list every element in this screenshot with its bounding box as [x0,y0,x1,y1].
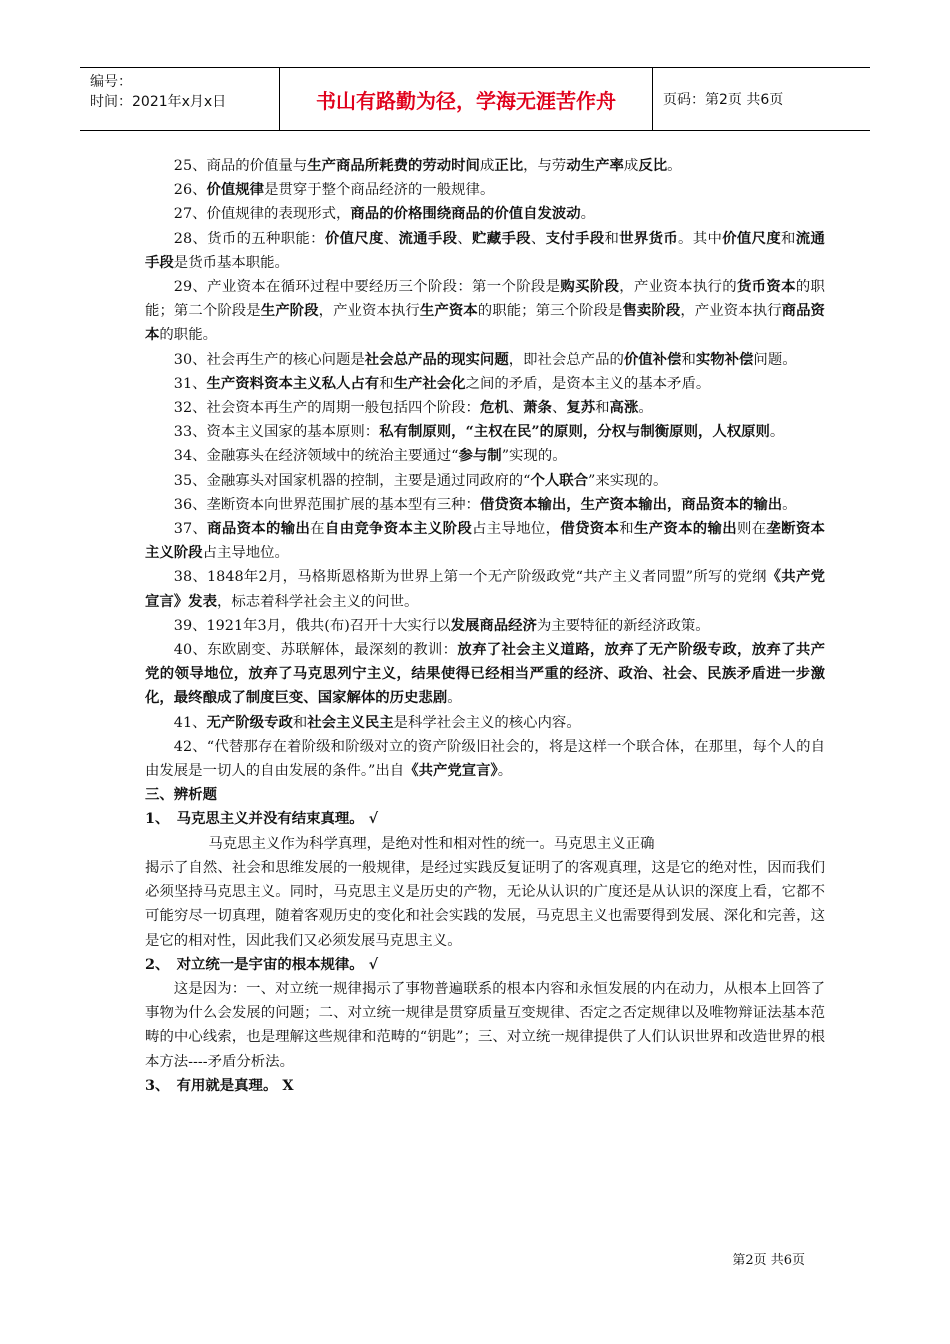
key-term: 高涨 [609,399,639,417]
item-text: 、 [457,230,473,247]
item-text: 成 [479,158,495,174]
item-text: ，与劳 [523,158,567,174]
question-1-answer [145,832,825,953]
item-text: 。 [782,496,797,513]
section-title: 三、辨析题 [145,786,217,804]
question-1-title: 1、 马克思主义并没有结束真理。 √ [145,810,379,828]
document-body [145,154,825,1098]
item-text: 34、金融寡头在经济领域中的统治主要通过“ [173,448,459,465]
key-term: 萧条 [523,399,552,417]
answer-1-first-line: 马克思主义作为科学真理，是绝对性和相对性的统一。马克思主义正确 [208,835,655,852]
item-text: ，标志着科学社会主义的问世。 [216,593,419,610]
key-term: 生产社会化 [393,374,466,392]
question-2-title: 2、 对立统一是宇宙的根本规律。 √ [145,955,379,973]
item-text: 和 [604,230,620,247]
key-term: 生产资本 [419,302,478,320]
item-text: ，即社会总产品的 [508,351,624,368]
key-term: 发展商品经济 [450,616,537,634]
item-text: 。 [667,158,682,174]
key-term: 支付手段 [545,229,605,247]
list-item [145,469,825,493]
list-item [145,348,825,372]
list-item [145,275,825,348]
header-meta [80,68,280,130]
list-item [145,638,825,711]
page-header [80,67,870,131]
key-term: 价值尺度 [722,229,782,247]
key-term: 商品的价格围绕商品的价值自发波动 [350,205,581,223]
key-term: 贮藏手段 [472,229,531,247]
item-text: 。 [497,763,513,780]
question-2-answer: 这是因为：一、对立统一规律揭示了事物普遍联系的根本内容和永恒发展的内在动力，从根本上回答了事物为什么会发展的问题；二、对立统一规律是贯穿质量互变规律、否定之否定规律以及唯物辩证法基本范畴的中心线索，也是理解这些规律和范畴的“钥匙”；三、对立统一规律提供了人们认识世界和改造世界的根本方法----矛盾分析法。 [145,980,825,1070]
item-text: 的职能；第三个阶段是 [477,303,623,320]
key-term: 价值补偿 [623,350,682,368]
list-item [145,154,825,178]
item-text: 是货币基本职能。 [173,254,289,271]
item-text: 在 [310,521,325,538]
item-text: 30、社会再生产的核心问题是 [173,351,365,368]
key-term: 流通手段 [398,229,458,247]
item-text: ”实现的。 [501,448,567,465]
key-term: 借贷资本 [560,520,620,538]
list-item [145,178,825,202]
item-text: 和 [595,400,610,417]
item-text: 32、社会资本再生产的周期一般包括四个阶段： [173,400,480,417]
list-item [145,735,825,783]
key-term: 正比 [494,157,524,174]
item-text: 占主导地位。 [202,545,289,562]
header-motto: 书山有路勤为径，学海无涯苦作舟 [280,68,653,130]
key-term: 生产资料资本主义私人占有 [206,374,380,392]
key-term: 世界货币 [619,229,679,247]
item-text: 38、1848年2月，马格斯恩格斯为世界上第一个无产阶级政党“共产主义者同盟”所写的党纲 [173,569,767,586]
item-text: 问题。 [753,351,797,368]
key-term: 私有制原则，“主权在民”的原则，分权与制衡原则，人权原则 [379,423,770,441]
list-item [145,227,825,275]
key-term: 购买阶段 [560,278,620,296]
list-item [145,444,825,468]
item-text: ，产业资本执行 [680,303,782,320]
key-term: 动生产率 [566,157,624,174]
key-term: 社会总产品的现实问题 [364,350,509,368]
item-text: 成 [623,158,639,174]
item-text: 和 [379,375,394,392]
item-text: 和 [292,714,308,731]
key-term: 生产阶段 [260,302,319,320]
item-text: 31、 [173,375,207,392]
item-text: ”来实现的。 [588,472,668,489]
item-text: 26、 [173,182,207,199]
item-text: 。其中 [678,230,723,247]
list-item [145,202,825,226]
key-term: 商品资本 [145,302,825,344]
item-text: 。 [580,206,596,223]
key-term: 商品资本的输出 [207,520,311,538]
key-term: 生产资本的输出 [633,520,737,538]
key-term: 复苏 [566,399,596,417]
key-term: 借贷资本输出，生产资本输出，商品资本的输出 [479,495,783,513]
header-page-number: 页码：第2页 共6页 [663,92,784,108]
item-text: 、 [508,400,524,417]
item-text: 的职能；第二个阶段是 [145,279,825,320]
item-text: 40、东欧剧变、苏联解体，最深刻的教训： [173,642,458,659]
item-text: 之间的矛盾，是资本主义的基本矛盾。 [465,375,711,392]
answer-1-body: 揭示了自然、社会和思维发展的一般规律，是经过实践反复证明了的客观真理，这是它的绝对性，因而我们必须坚持马克思主义。同时，马克思主义是历史的产物，无论从认识的广度还是从认识的深度上看，它都不可能穷尽一切真理，随着客观历史的变化和社会实践的发展，马克思主义也需要得到发展、深化和完善，这是它的相对性，因此我们又必须发展马克思主义。 [145,859,825,949]
key-term: 反比 [638,157,668,174]
number-label: 编号： [90,74,132,90]
key-term: 流通手段 [145,229,825,271]
key-term: 生产商品所耗费的劳动时间 [307,157,480,174]
list-item [145,493,825,517]
list-item [145,565,825,613]
key-term: 放弃了社会主义道路，放弃了无产阶级专政，放弃了共产党的领导地位，放弃了马克思列宁主义，结果使得已经相当严重的经济、政治、社会、民族矛盾进一步激化，最终酿成了制度巨变、国家解体的历史悲剧 [145,641,825,707]
item-text: 42、“代替那存在着阶级和阶级对立的资产阶级旧社会的，将是这样一个联合体，在那里，每个人的自由发展是一切人的自由发展的条件。”出自 [145,738,825,780]
item-text: 33、资本主义国家的基本原则： [173,424,380,441]
item-text: ，产业资本执行的 [619,279,737,296]
item-text: 29、产业资本在循环过程中要经历三个阶段：第一个阶段是 [173,279,561,296]
key-term: 价值规律 [206,181,265,199]
list-item [145,420,825,444]
item-text: 。 [769,424,785,441]
key-term: 售卖阶段 [622,302,681,320]
item-text: 、 [530,230,546,247]
list-item [145,711,825,735]
item-text: 、 [383,230,399,247]
list-item [145,372,825,396]
key-term: 《共产党宣言》 [404,762,498,780]
item-text: 27、价值规律的表现形式， [173,206,351,223]
item-text: 36、垄断资本向世界范围扩展的基本型有三种： [173,496,480,513]
item-text: 。 [638,400,653,417]
key-term: 个人联合 [530,471,589,489]
key-term: 货币资本 [736,278,796,296]
list-item [145,517,825,565]
key-term: 价值尺度 [324,229,384,247]
key-term: 自由竞争资本主义阶段 [324,520,473,538]
item-text: 和 [619,521,634,538]
item-text: 28、货币的五种职能： [173,230,325,247]
item-text: 25、商品的价值量与 [173,158,308,174]
question-3-title: 3、 有用就是真理。 X [145,1076,294,1094]
key-term: 《共产党宣言》发表 [145,568,825,610]
item-text: 为主要特征的新经济政策。 [536,617,710,634]
item-text: 则在 [736,521,767,538]
item-text: 占主导地位， [472,521,561,538]
fill-in-list [145,154,825,783]
item-text: 是科学社会主义的核心内容。 [393,714,581,731]
item-text: 的职能。 [159,327,217,344]
list-item [145,614,825,638]
item-text: 。 [447,690,462,707]
item-text: 和 [781,230,796,247]
item-text: 41、 [173,714,207,731]
key-term: 危机 [479,399,509,417]
page-footer: 第2页 共6页 [732,1253,805,1268]
key-term: 无产阶级专政 [206,713,293,731]
item-text: 39、1921年3月，俄共(布)召开十大实行以 [173,617,451,634]
item-text: ，产业资本执行 [318,303,420,320]
key-term: 参与制 [458,447,502,465]
date-label: 时间：2021年x月x日 [90,94,227,110]
item-text: 37、 [173,521,208,538]
key-term: 实物补偿 [695,350,754,368]
item-text: 和 [681,351,696,368]
item-text: 是贯穿于整个商品经济的一般规律。 [264,182,495,199]
key-term: 社会主义民主 [307,713,394,731]
item-text: 、 [551,400,567,417]
list-item [145,396,825,420]
key-term: 垄断资本主义阶段 [145,520,825,562]
item-text: 35、金融寡头对国家机器的控制，主要是通过同政府的“ [173,472,531,489]
